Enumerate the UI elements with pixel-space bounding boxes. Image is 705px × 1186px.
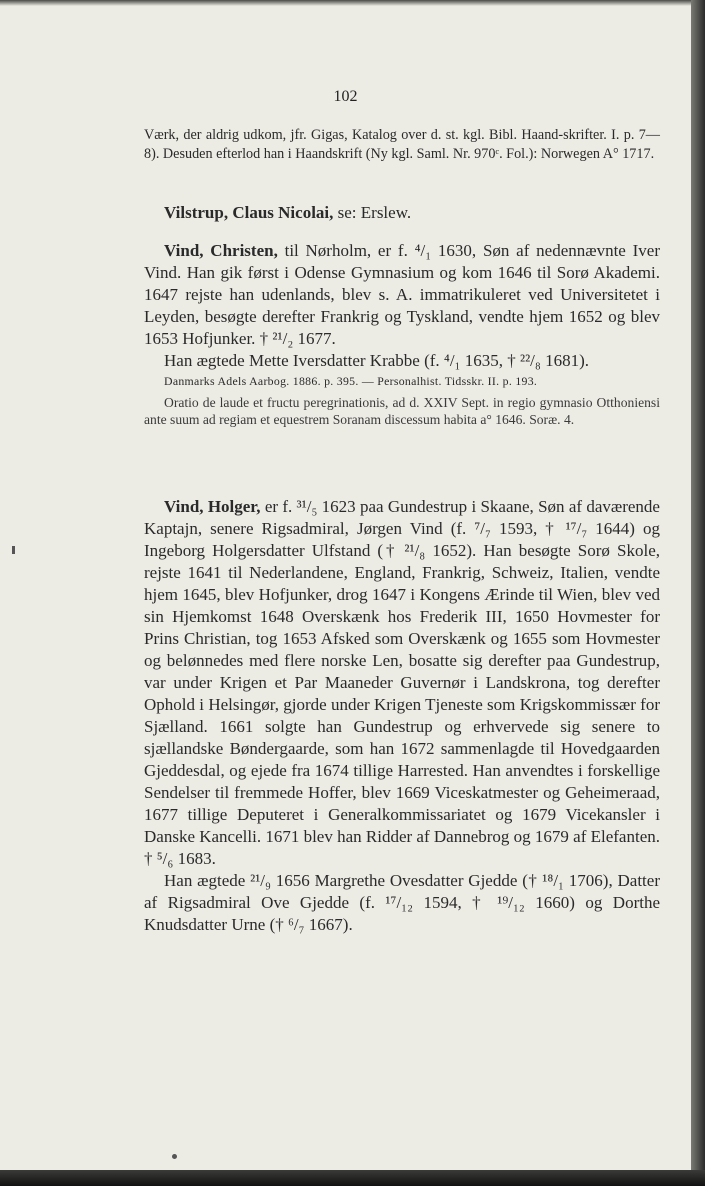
entry-heading: Vind, Holger, <box>164 497 261 516</box>
intro-text: Værk, der aldrig udkom, jfr. Gigas, Katalog over d. st. kgl. Bibl. Haand-skrifter. I. p. 7—8). Desuden efterlod han i Haandskrift (Ny kgl. Saml. Nr. 970ᶜ. Fol.): Norwegen A° 1717. <box>144 127 660 162</box>
entry-heading: Vilstrup, Claus Nicolai, <box>164 203 334 222</box>
entry-references: Danmarks Adels Aarbog. 1886. p. 395. — Personalhist. Tidsskr. II. p. 193. <box>164 374 538 388</box>
entry-heading: Vind, Christen, <box>164 241 278 260</box>
entry-oratio: Oratio de laude et fructu peregrinationis, ad d. XXIV Sept. in regio gymnasio Otthoniensi ante suum ad regiam et equestrem Soranam discessum habita a° 1646. Soræ. 4. <box>144 395 660 427</box>
top-edge-shadow <box>0 0 691 6</box>
entry-text: til Nørholm, er f. ⁴/₁ 1630, Søn af nedennævnte Iver Vind. Han gik først i Odense Gymnasium og kom 1646 til Sorø Akademi. 1647 rejste han udenlands, blev s. A. immatrikuleret ved Universitetet i Leyden, besøgte derefter Frankrig og Tyskland, vendte hjem 1652 og blev 1653 Hofjunker. † ²¹/₂ 1677. <box>144 241 660 348</box>
ink-speck <box>172 1154 177 1159</box>
entry-vind-christen <box>144 240 660 428</box>
page-number: 102 <box>333 88 358 105</box>
intro-paragraph <box>144 126 660 164</box>
entry-marriage: Han ægtede Mette Iversdatter Krabbe (f. ⁴/₁ 1635, † ²²/₈ 1681). <box>164 351 589 370</box>
margin-mark <box>12 546 15 554</box>
entry-text: er f. ³¹/₅ 1623 paa Gundestrup i Skaane, Søn af daværende Kaptajn, senere Rigsadmiral, Jørgen Vind (f. ⁷/₇ 1593, † ¹⁷/₇ 1644) og Ingeborg Holgersdatter Ulfstand († ²¹/₈ 1652). Han besøgte Sorø Skole, rejste 1641 til Nederlandene, England, Frankrig, Schweiz, Italien, vendte hjem 1645, blev Hofjunker, drog 1647 i Kongens Ærinde til Wien, blev ved sin Hjemkomst 1648 Overskænk hos Frederik III, 1650 Hovmester for Prins Christian, tog 1653 Afsked som Overskænk og 1655 som Hovmester og belønnedes med flere norske Len, bosatte sig derefter paa Gundestrup, var under Krigen et Par Maaneder Guvernør i Landskrona, tog derefter Ophold i Helsingør, gjorde under Krigen Tjeneste som Krigskommissær for Sjælland. 1661 solgte han Gundestrup og erhvervede sig senere to sjællandske Bøndergaarde, som han 1672 sammenlagde til Hovedgaarden Gjeddesdal, og ejede fra 1674 tillige Harrested. Han anvendtes i forskellige Sendelser til fremmede Hoffer, blev 1669 Viceskatmester og Geheimeraad, 1677 tillige Deputeret i Generalkommissariatet og 1679 Vicekansler i Danske Kancelli. 1671 blev han Ridder af Dannebrog og 1679 af Elefanten. † ⁵/₆ 1683. <box>144 497 660 868</box>
entry-text: se: Erslew. <box>333 203 412 222</box>
scan-right-edge <box>691 0 705 1186</box>
entry-marriage: Han ægtede ²¹/₉ 1656 Margrethe Ovesdatter Gjedde († ¹⁸/₁ 1706), Datter af Rigsadmiral Ove Gjedde (f. ¹⁷/₁₂ 1594, † ¹⁹/₁₂ 1660) og Dorthe Knudsdatter Urne († ⁶/₇ 1667). <box>144 871 660 934</box>
entry-vilstrup <box>144 202 660 224</box>
entry-vind-holger <box>144 496 660 936</box>
scan-bottom-edge <box>0 1170 705 1186</box>
